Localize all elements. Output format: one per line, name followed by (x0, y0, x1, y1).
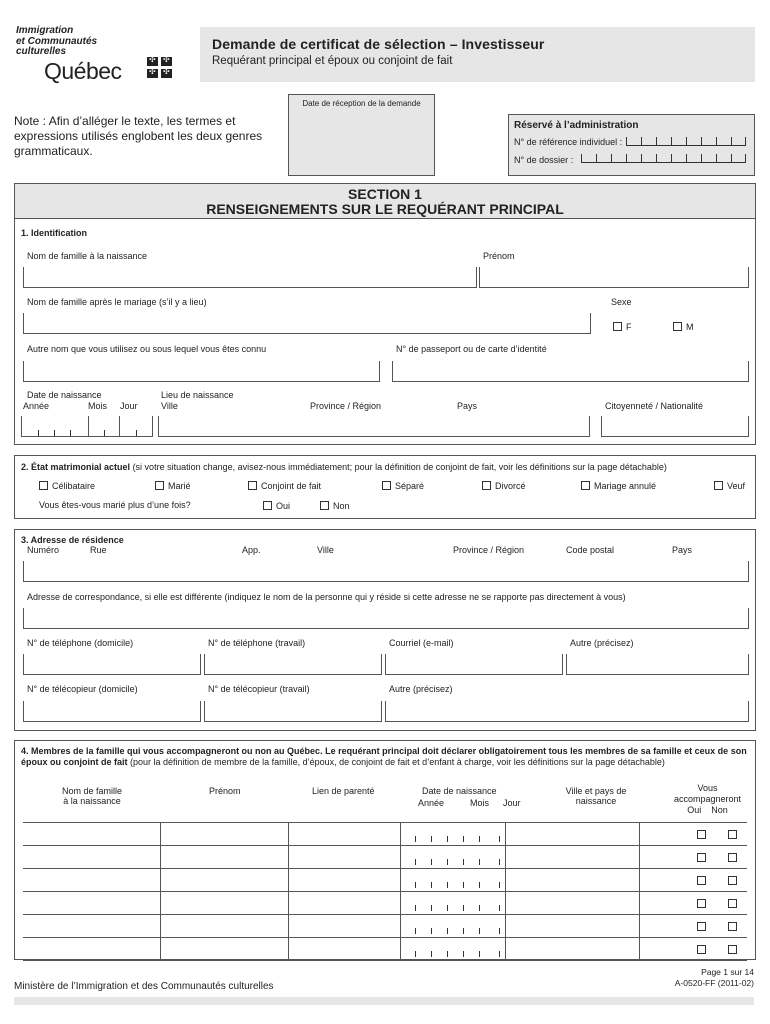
label-autre-2: Autre (précisez) (389, 684, 453, 694)
option-oui[interactable] (263, 501, 290, 511)
checkbox-icon[interactable] (697, 853, 706, 862)
table-cell[interactable] (289, 938, 401, 961)
date-tick (431, 951, 432, 957)
checkbox-icon[interactable] (673, 322, 682, 331)
option-marie[interactable] (155, 481, 191, 491)
checkbox-icon[interactable] (697, 830, 706, 839)
form-subtitle: Requérant principal et époux ou conjoint de fait (212, 55, 453, 67)
logo-line: et Communautés (16, 35, 98, 47)
option-mariage-annule[interactable] (581, 481, 656, 491)
date-tick (479, 882, 480, 888)
checkbox-icon[interactable] (482, 481, 491, 490)
checkbox-icon[interactable] (728, 830, 737, 839)
option-label: Non (333, 501, 350, 511)
fax-domicile-field[interactable] (23, 701, 201, 722)
label-fax-travail: N° de télécopieur (travail) (208, 684, 310, 694)
col-annee: Année (418, 798, 445, 808)
label-fax-domicile: N° de télécopieur (domicile) (27, 684, 138, 694)
identification-heading: 1. Identification (21, 228, 88, 238)
logo-line: culturelles (16, 46, 67, 57)
label-pays: Pays (457, 401, 478, 411)
label-pays: Pays (672, 545, 693, 555)
checkbox-icon[interactable] (728, 876, 737, 885)
table-cell[interactable] (505, 823, 639, 846)
col-jour: Jour (503, 798, 521, 808)
label-tel-domicile: N° de téléphone (domicile) (27, 638, 134, 648)
logo-ministry-name (16, 26, 97, 58)
date-tick (447, 882, 448, 888)
label-autre: Autre (précisez) (570, 638, 634, 648)
table-cell[interactable] (401, 938, 505, 961)
col-lien: Lien de parenté (312, 786, 375, 796)
table-cell[interactable] (639, 846, 747, 869)
checkbox-icon[interactable] (263, 501, 272, 510)
table-row (23, 892, 747, 915)
ref-individuel-field[interactable] (626, 135, 746, 146)
form-title: Demande de certificat de sélection – Investisseur (212, 36, 545, 52)
label-nom-naissance: Nom de famille à la naissance (27, 251, 148, 261)
etat-matrimonial-block (14, 455, 756, 519)
label-code-postal: Code postal (566, 545, 615, 555)
date-tick (447, 836, 448, 842)
quebec-flag-icon: ✣ ✣ ✣ ✣ (147, 57, 183, 83)
label-mois: Mois (88, 401, 108, 411)
table-cell[interactable] (505, 938, 639, 961)
date-tick (499, 951, 500, 957)
date-tick (463, 905, 464, 911)
checkbox-icon[interactable] (697, 945, 706, 954)
checkbox-icon[interactable] (320, 501, 329, 510)
table-cell[interactable] (289, 846, 401, 869)
table-cell[interactable] (289, 869, 401, 892)
date-tick (447, 928, 448, 934)
logo-line: Immigration (16, 25, 74, 36)
table-cell[interactable] (161, 938, 289, 961)
autre-fax-field[interactable] (385, 701, 749, 722)
table-cell[interactable] (639, 915, 747, 938)
label-numero: Numéro (27, 545, 60, 555)
sexe-f-label: F (626, 322, 632, 332)
checkbox-icon[interactable] (728, 899, 737, 908)
col-vous-line1: Vous (697, 783, 718, 793)
table-cell[interactable] (505, 869, 639, 892)
checkbox-icon[interactable] (39, 481, 48, 490)
table-cell[interactable] (401, 892, 505, 915)
section1-header (14, 183, 756, 219)
date-tick (447, 905, 448, 911)
etat-heading (21, 462, 667, 472)
checkbox-icon[interactable] (728, 945, 737, 954)
col-oui: Oui (687, 805, 702, 815)
ref-individuel-label: N° de référence individuel : (514, 137, 623, 147)
table-cell[interactable] (23, 869, 161, 892)
table-cell[interactable] (23, 846, 161, 869)
label-ville: Ville (317, 545, 334, 555)
label-prenom: Prénom (483, 251, 515, 261)
section1-subtitle: RENSEIGNEMENTS SUR LE REQUÉRANT PRINCIPAL (206, 201, 564, 217)
date-tick (415, 905, 416, 911)
date-tick (431, 859, 432, 865)
table-row (23, 869, 747, 892)
footer-band (14, 997, 754, 1005)
lieu-naissance-field[interactable] (158, 416, 590, 437)
table-cell[interactable] (505, 915, 639, 938)
option-label: Mariage annulé (594, 481, 657, 491)
col-nom (57, 786, 127, 806)
col-nom-line2: à la naissance (63, 796, 121, 806)
label-jour: Jour (120, 401, 138, 411)
jour-naissance-field[interactable] (119, 416, 153, 437)
label-province: Province / Région (453, 545, 525, 555)
checkbox-icon[interactable] (714, 481, 723, 490)
date-tick (415, 882, 416, 888)
option-veuf[interactable] (714, 481, 745, 491)
table-cell[interactable] (161, 823, 289, 846)
date-tick (479, 928, 480, 934)
option-conjoint-fait[interactable] (248, 481, 321, 491)
date-reception-box[interactable] (288, 94, 435, 176)
label-correspondance: Adresse de correspondance, si elle est différente (indiquez le nom de la personne qui y réside si cette adresse ne se rapporte pas directement à vous) (27, 592, 626, 602)
date-tick (463, 951, 464, 957)
date-tick (415, 859, 416, 865)
date-tick (447, 859, 448, 865)
date-tick (431, 882, 432, 888)
col-nom-line1: Nom de famille (61, 786, 123, 796)
table-row (23, 938, 747, 961)
label-province: Province / Région (310, 401, 382, 411)
checkbox-icon[interactable] (728, 853, 737, 862)
date-tick (415, 928, 416, 934)
sexe-f-option[interactable] (613, 322, 632, 332)
option-label: Célibataire (52, 481, 96, 491)
date-tick (499, 882, 500, 888)
table-cell[interactable] (23, 915, 161, 938)
table-cell[interactable] (161, 892, 289, 915)
checkbox-icon[interactable] (248, 481, 257, 490)
col-prenom: Prénom (209, 786, 241, 796)
checkbox-icon[interactable] (382, 481, 391, 490)
date-tick (415, 951, 416, 957)
col-ville-line1: Ville et pays de (565, 786, 627, 796)
label-passeport: N° de passeport ou de carte d’identité (396, 344, 547, 354)
table-cell[interactable] (161, 915, 289, 938)
table-cell[interactable] (289, 892, 401, 915)
checkbox-icon[interactable] (581, 481, 590, 490)
identification-block (14, 218, 756, 445)
table-row (23, 823, 747, 846)
table-cell[interactable] (289, 823, 401, 846)
passeport-field[interactable] (392, 361, 749, 382)
annee-naissance-field[interactable] (21, 416, 89, 437)
label-annee: Année (23, 401, 50, 411)
adresse-block (14, 529, 756, 731)
option-divorce[interactable] (482, 481, 526, 491)
col-date: Date de naissance (422, 786, 497, 796)
prenom-field[interactable] (479, 267, 749, 288)
label-citoyennete: Citoyenneté / Nationalité (605, 401, 704, 411)
famille-heading-note: (pour la définition de membre de la famille, d’époux, de conjoint de fait et d’enfant à charge, voir les définitions sur la page détachable) (130, 757, 665, 767)
fax-travail-field[interactable] (204, 701, 382, 722)
adresse-residence-field[interactable] (23, 561, 749, 582)
note-text: Note : Afin d’alléger le texte, les termes et expressions utilisés englobent les deux genres grammaticaux. (14, 114, 263, 158)
famille-table (23, 822, 747, 961)
section1-title: SECTION 1 (348, 186, 422, 202)
option-celibataire[interactable] (39, 481, 95, 491)
etat-heading-title: 2. État matrimonial actuel (21, 462, 131, 472)
col-ville-line2: naissance (575, 796, 617, 806)
autre-contact-field[interactable] (566, 654, 749, 675)
tel-travail-field[interactable] (204, 654, 382, 675)
nom-mariage-field[interactable] (23, 313, 591, 334)
col-non: Non (711, 805, 728, 815)
etat-heading-note: (si votre situation change, avisez-nous immédiatement; pour la définition de conjoint de fait, voir les définitions sur la page détachable) (132, 462, 667, 472)
table-row (23, 915, 747, 938)
date-tick (499, 928, 500, 934)
table-cell[interactable] (23, 823, 161, 846)
mois-naissance-field[interactable] (88, 416, 120, 437)
autre-nom-field[interactable] (23, 361, 380, 382)
tel-domicile-field[interactable] (23, 654, 201, 675)
sexe-m-label: M (686, 322, 694, 332)
date-tick (479, 905, 480, 911)
option-non[interactable] (320, 501, 350, 511)
col-vous (670, 783, 745, 816)
checkbox-icon[interactable] (155, 481, 164, 490)
checkbox-icon[interactable] (697, 876, 706, 885)
adresse-correspondance-field[interactable] (23, 608, 749, 629)
date-reception-label: Date de réception de la demande (302, 99, 421, 108)
label-rue: Rue (90, 545, 107, 555)
label-autre-nom: Autre nom que vous utilisez ou sous lequel vous êtes connu (27, 344, 267, 354)
table-cell[interactable] (401, 915, 505, 938)
table-cell[interactable] (505, 846, 639, 869)
table-cell[interactable] (505, 892, 639, 915)
table-cell[interactable] (401, 869, 505, 892)
date-tick (463, 882, 464, 888)
dossier-field[interactable] (581, 152, 746, 163)
table-cell[interactable] (23, 892, 161, 915)
date-tick (447, 951, 448, 957)
question-marie-plus: Vous êtes-vous marié plus d’une fois? (39, 500, 191, 510)
logo-quebec: Québec (44, 58, 122, 84)
date-tick (463, 928, 464, 934)
date-tick (499, 836, 500, 842)
table-cell[interactable] (161, 869, 289, 892)
option-label: Séparé (395, 481, 425, 491)
admin-title: Réservé à l’administration (514, 120, 639, 131)
col-vous-line2: accompagneront (673, 794, 742, 804)
famille-heading-title: 4. Membres de la famille qui vous accompagneront ou non au Québec. Le requérant principal doit déclarer obligatoirement tous les membres de sa famille et ceux de son époux ou conjoint de fait (21, 746, 747, 767)
label-app: App. (242, 545, 261, 555)
option-label: Veuf (727, 481, 746, 491)
table-cell[interactable] (289, 915, 401, 938)
dossier-label: N° de dossier : (514, 155, 574, 165)
option-label: Oui (276, 501, 291, 511)
footer-ministry: Ministère de l’Immigration et des Communautés culturelles (14, 981, 274, 992)
option-label: Divorcé (495, 481, 526, 491)
table-cell[interactable] (23, 938, 161, 961)
date-tick (479, 951, 480, 957)
table-cell[interactable] (401, 823, 505, 846)
checkbox-icon[interactable] (613, 322, 622, 331)
table-cell[interactable] (639, 892, 747, 915)
option-label: Conjoint de fait (261, 481, 322, 491)
option-label: Marié (168, 481, 191, 491)
date-tick (499, 905, 500, 911)
nom-naissance-field[interactable] (23, 267, 477, 288)
label-sexe: Sexe (611, 297, 632, 307)
date-tick (479, 859, 480, 865)
table-row (23, 846, 747, 869)
col-ville (561, 786, 631, 806)
table-cell[interactable] (639, 869, 747, 892)
date-tick (463, 836, 464, 842)
date-tick (431, 905, 432, 911)
checkbox-icon[interactable] (728, 922, 737, 931)
table-cell[interactable] (161, 846, 289, 869)
famille-block (14, 740, 756, 960)
date-tick (463, 859, 464, 865)
date-tick (499, 859, 500, 865)
table-cell[interactable] (401, 846, 505, 869)
col-mois: Mois (470, 798, 490, 808)
checkbox-icon[interactable] (697, 899, 706, 908)
label-date-naissance: Date de naissance (27, 390, 102, 400)
option-separe[interactable] (382, 481, 424, 491)
label-courriel: Courriel (e-mail) (389, 638, 454, 648)
date-tick (431, 928, 432, 934)
footer-info (675, 967, 754, 989)
date-tick (479, 836, 480, 842)
admin-box (508, 114, 755, 176)
citoyennete-field[interactable] (601, 416, 749, 437)
table-cell[interactable] (639, 823, 747, 846)
sexe-m-option[interactable] (673, 322, 694, 332)
famille-heading (21, 746, 751, 768)
date-tick (431, 836, 432, 842)
label-lieu-naissance: Lieu de naissance (161, 390, 234, 400)
checkbox-icon[interactable] (697, 922, 706, 931)
table-cell[interactable] (639, 938, 747, 961)
courriel-field[interactable] (385, 654, 563, 675)
col-oui-non (670, 805, 745, 816)
date-tick (415, 836, 416, 842)
label-ville: Ville (161, 401, 178, 411)
page-number: Page 1 sur 14 (701, 967, 754, 977)
label-nom-mariage: Nom de famille après le mariage (s’il y a lieu) (27, 297, 207, 307)
adresse-heading: 3. Adresse de résidence (21, 535, 124, 545)
form-code: A-0520-FF (2011-02) (674, 978, 754, 988)
label-tel-travail: N° de téléphone (travail) (208, 638, 306, 648)
